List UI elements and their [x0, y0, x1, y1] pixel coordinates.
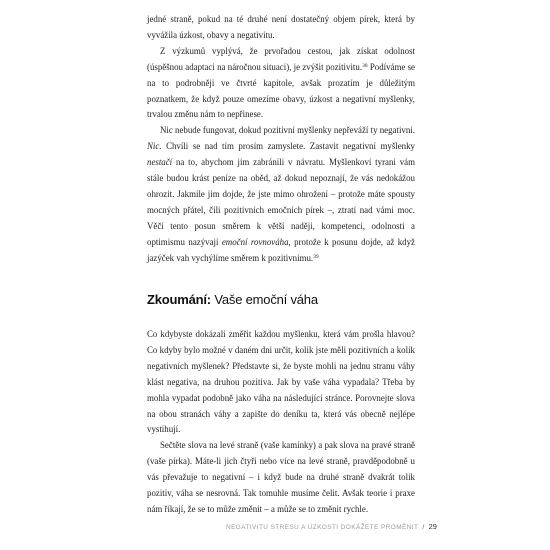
paragraph-emotional-balance	[147, 123, 415, 266]
paragraph-text: , protože k posunu dojde, až když jazýček vah vychýlíme směrem k pozitivnímu.	[147, 236, 415, 263]
body-text-top	[147, 12, 415, 267]
section-heading-title: Vaše emoční váha	[214, 292, 318, 307]
paragraph-text: Chvíli se nad tím prosím zamyslete. Zastavit negativní myšlenky	[161, 141, 415, 152]
paragraph-text: Podíváme se na to podrobněji ve čtvrté kapitole, avšak prozatím je důležitým poznatkem, že když pouze omezíme obavy, úzkost a negativní myšlenky, trvalou změnu nám to nepřinese.	[147, 61, 415, 120]
emphasis-emocni-rovnovaha: emoční rovnováha	[221, 236, 289, 247]
page-footer	[226, 522, 436, 531]
paragraph-measure-thoughts	[147, 327, 415, 438]
footnote-ref-38: 38	[362, 62, 368, 69]
paragraph-continued	[147, 12, 415, 44]
footer-separator: /	[422, 524, 425, 531]
section-heading	[147, 291, 427, 309]
paragraph-text: Z výzkumů vyplývá, že prvořadou cestou, jak získat odolnost (úspěšnou adaptaci na náročnou situaci), je zvýšit pozitivitu.	[147, 45, 415, 72]
page-number: 29	[428, 522, 437, 531]
section-heading-label: Zkoumání:	[147, 292, 211, 307]
footnote-ref-39: 39	[313, 253, 319, 260]
paragraph-text: Co kdybyste dokázali změřit každou myšlenku, která vám prošla hlavou? Co kdyby bylo možné v daném dni určit, kolik jste měli pozitivních a kolik negativních myšlenek? Představte si, že byste mohli na jednu stranu váhy klást negativa, na druhou pozitiva. Jak by vaše váha vypadala? Třeba by mohla vypadat podobně jako váha na následující stránce. Porovnejte slova na obou stranách váhy a zapište do deníku ta, která vás obecně nejlépe vystihují.	[147, 329, 415, 435]
paragraph-text: jedné straně, pokud na té druhé není dostatečný objem pírek, která by vyvážila úzkost, obavy a negativitu.	[147, 14, 415, 40]
emphasis-nestaci: nestačí	[147, 157, 173, 168]
paragraph-text: na to, abychom jim zabránili v návratu. Myšlenkoví tyrani vám stále budou krást peníze na oběd, až dokud nepoznají, že vás nedokážou ohrozit. Jakmile jim dojde, že jste mimo ohrožení – protože máte spousty mocných přátel, čili pozitivních emočních pírek –, ztratí nad vámi moc. Věčí tento posun směrem k větší naději, kompetenci, odolnosti a optimismu nazývají	[147, 157, 415, 247]
paragraph-count-words	[147, 438, 415, 518]
body-text-bottom	[147, 327, 415, 518]
emphasis-nic: Nic.	[147, 141, 162, 152]
paragraph-text: Nic nebude fungovat, dokud pozitivní myšlenky nepřeváží ty negativní.	[160, 125, 415, 136]
running-title: NEGATIVITU STRESU A ÚZKOSTI DOKÁŽETE PROMĚNIT	[226, 524, 419, 531]
paragraph-text: Sečtěte slova na levé straně (vaše kamínky) a pak slova na pravé straně (vaše pírka). Máte-li jich čtyři nebo více na levé straně, pravděpodobně u vás převažuje to negativní – i když bude na druhé straně dvakrát tolik pozitiv, váha se nesrovná. Tak tomuhle musíme čelit. Avšak teorie i praxe nám říkají, že se to může změnit – a může se to změnit rychle.	[147, 440, 415, 514]
paragraph-resilience	[147, 44, 415, 124]
